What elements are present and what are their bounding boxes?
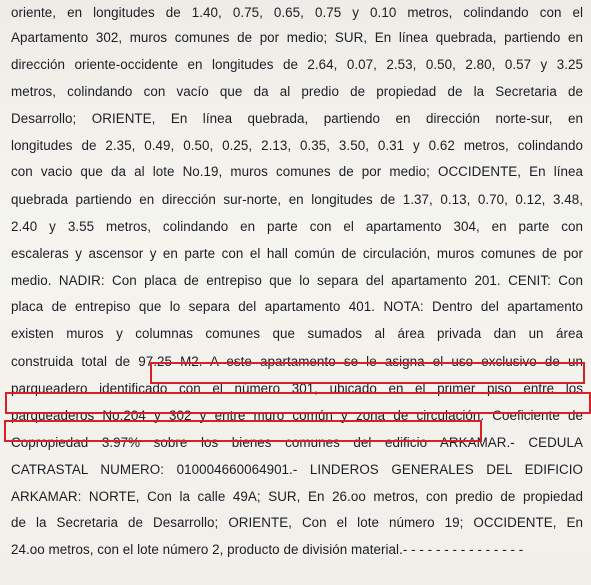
highlight-box-1 [150,362,585,384]
text-line-19: ARKAMAR: NORTE, Con la calle 49A; SUR, En 26.oo metros, con predio de propiedad [11,489,583,504]
text-line-21: 24.oo metros, con el lote número 2, producto de división material.- - - - - - - - - - - - - - - [11,542,524,557]
text-line-8: quebrada partiendo en dirección sur-norte, en longitudes de 1.37, 0.13, 0.70, 0.12, 3.48, [11,192,583,207]
text-line-17: Copropiedad 3.97% sobre los bienes comunes del edificio ARKAMAR.- CEDULA [11,435,583,450]
text-line-2: Apartamento 302, muros comunes de por medio; SUR, En línea quebrada, partiendo en [11,30,583,45]
text-line-18: CATRASTAL NUMERO: 010004660064901.- LINDEROS GENERALES DEL EDIFICIO [11,462,583,477]
highlight-box-3 [4,420,482,442]
text-line-13: existen muros y columnas comunes que sumados al área privada dan un área [11,326,583,341]
text-line-4: metros, colindando con vacío que da al predio de propiedad de la Secretaria de [11,84,583,99]
text-line-1: oriente, en longitudes de 1.40, 0.75, 0.65, 0.75 y 0.10 metros, colindando con el [11,5,583,20]
text-line-20: de la Secretaria de Desarrollo; ORIENTE, Con el lote número 19; OCCIDENTE, En [11,515,583,530]
text-line-3: dirección oriente-occidente en longitudes de 2.64, 0.07, 2.53, 0.50, 2.80, 0.57 y 3.25 [11,57,583,72]
text-line-9: 2.40 y 3.55 metros, colindando en parte con el apartamento 304, en parte con [11,219,583,234]
text-line-15: parqueadero identificado con el número 301, ubicado en el primer piso entre los [11,381,583,396]
text-line-10: escaleras y ascensor y en parte con el hall común de circulación, muros comunes de por [11,246,583,261]
text-line-11: medio. NADIR: Con placa de entrepiso que lo separa del apartamento 201. CENIT: Con [11,273,583,288]
text-line-6: longitudes de 2.35, 0.49, 0.50, 0.25, 2.13, 0.35, 3.50, 0.31 y 0.62 metros, colindando [11,138,583,153]
text-line-14: construida total de 97.25 M2. A este apartamento se le asigna el uso exclusivo de un [11,354,583,369]
text-line-16: parqueaderos No.204 y 302 y entre muro común y zona de circulación. Coeficiente de [11,408,583,423]
text-line-7: con vacio que da al lote No.19, muros comunes de por medio; OCCIDENTE, En línea [11,164,583,179]
highlight-box-2 [5,392,591,414]
text-line-5: Desarrollo; ORIENTE, En línea quebrada, partiendo en dirección norte-sur, en [11,111,583,126]
text-line-12: placa de entrepiso que lo separa del apartamento 401. NOTA: Dentro del apartamento [11,299,583,314]
